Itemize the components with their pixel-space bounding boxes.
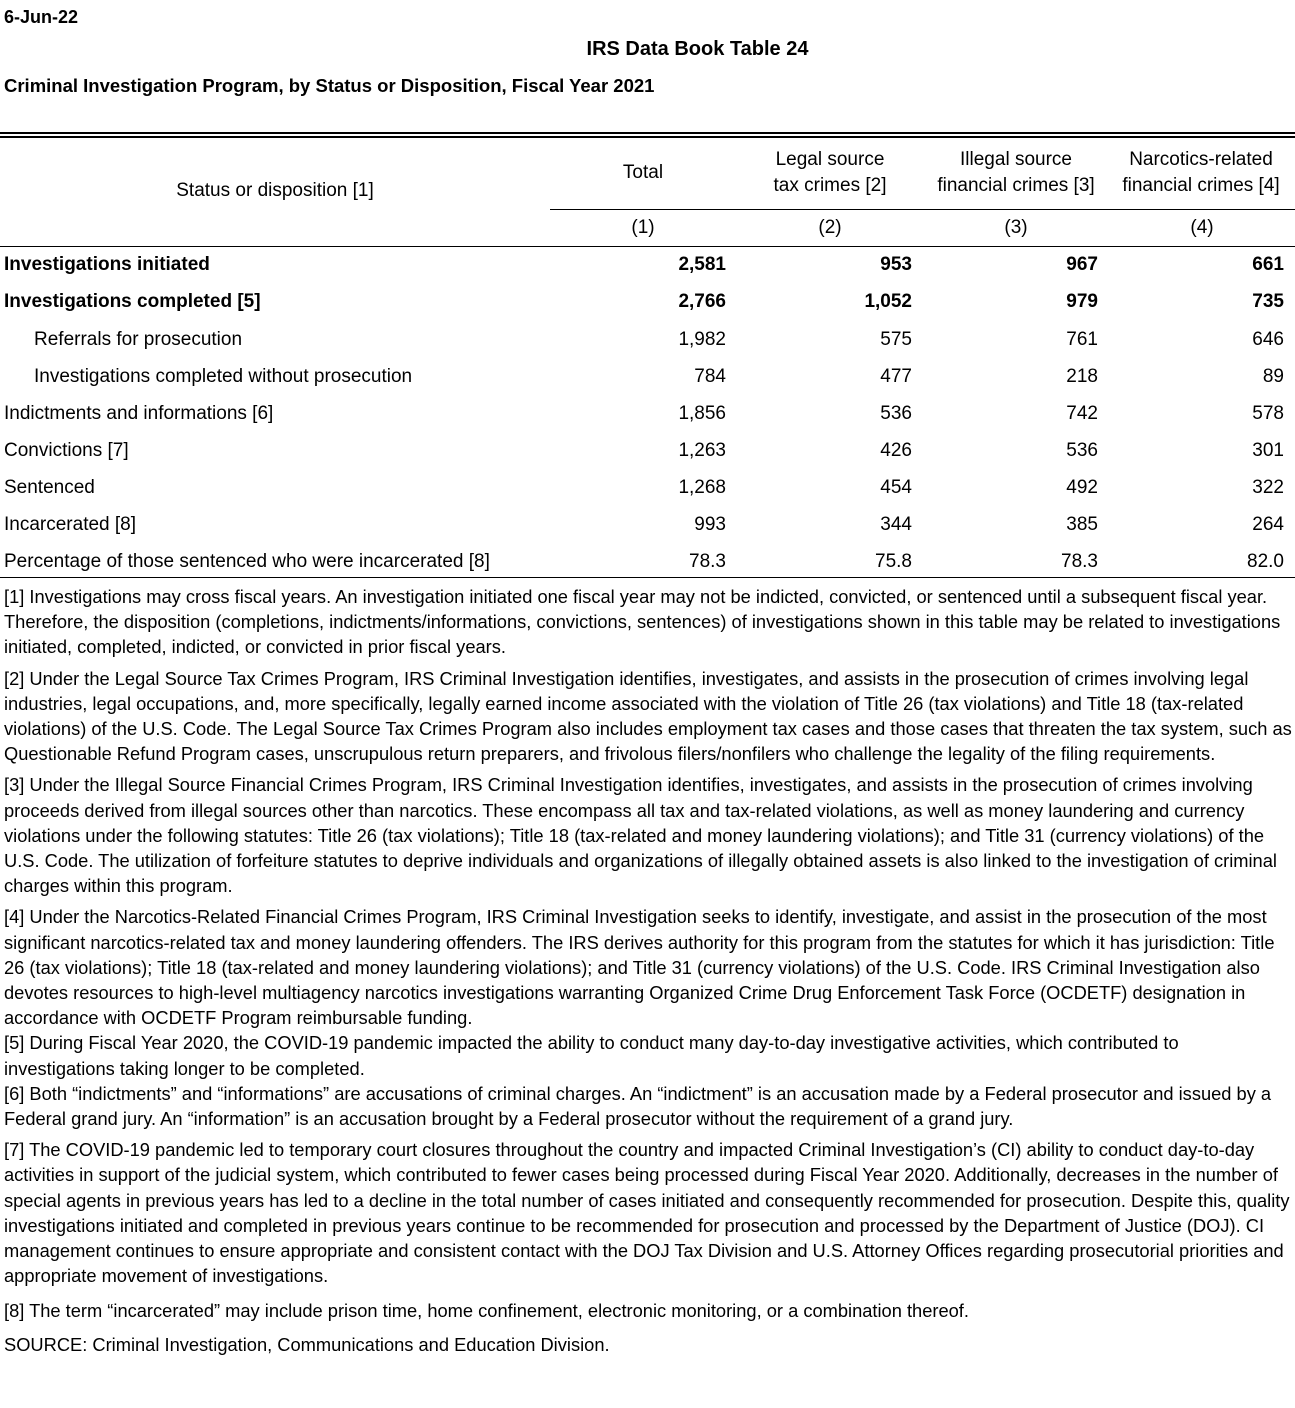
cell-narcotics-related: 646 bbox=[1252, 329, 1284, 350]
column-header-line2: financial crimes [4] bbox=[1122, 175, 1280, 196]
cell-total: 2,581 bbox=[678, 254, 726, 275]
table-row bbox=[0, 366, 1295, 403]
footnote-4: [4] Under the Narcotics-Related Financial Crimes Program, IRS Criminal Investigation seeks to identify, investigate, and assist in the prosecution of the most significant narcotics-related tax and money laundering offenders. The IRS derives authority for this program from the statutes for which it has jurisdiction: Title 26 (tax violations); Title 18 (tax-related and money laundering violations); and Title 31 (currency violations) of the U.S. Code. IRS Criminal Investigation also devotes resources to high-level multiagency narcotics investigations warranting Organized Crime Drug Enforcement Task Force (OCDETF) designation in accordance with OCDETF Program reimbursable funding. bbox=[4, 906, 1275, 1029]
cell-illegal-source: 536 bbox=[1066, 440, 1098, 461]
column-header-line1: Illegal source bbox=[960, 149, 1072, 170]
cell-narcotics-related: 735 bbox=[1252, 291, 1284, 312]
cell-illegal-source: 742 bbox=[1066, 403, 1098, 424]
footnote-7: [7] The COVID-19 pandemic led to temporary court closures throughout the country and impacted Criminal Investigation’s (CI) ability to conduct day-to-day activities in support of the judicial system, which contributed to fewer cases being processed during Fiscal Year 2020. Additionally, decreases in the number of special agents in previous years has led to a decline in the total number of cases initiated and consequently recommended for prosecution. Despite this, quality investigations initiated and completed in previous years continue to be recommended for prosecution and processed by the Department of Justice (DOJ). CI management continues to ensure appropriate and consistent contact with the DOJ Tax Division and U.S. Attorney Offices regarding prosecutorial priorities and appropriate movement of investigations. bbox=[4, 1139, 1290, 1287]
cell-legal-source: 575 bbox=[880, 329, 912, 350]
cell-legal-source: 953 bbox=[880, 254, 912, 275]
table-row bbox=[0, 551, 1295, 588]
cell-total: 78.3 bbox=[689, 551, 726, 572]
header-subrule bbox=[550, 209, 1295, 210]
footnotes bbox=[4, 584, 1292, 1363]
header-bottom-rule bbox=[0, 246, 1295, 247]
row-label: Indictments and informations [6] bbox=[4, 403, 274, 424]
footnote-3: [3] Under the Illegal Source Financial Crimes Program, IRS Criminal Investigation identifies, investigates, and assists in the prosecution of crimes involving proceeds derived from illegal sources other than narcotics. These encompass all tax and tax-related violations, as well as money laundering and currency violations under the following statutes: Title 26 (tax violations); Title 18 (tax-related and money laundering violations); and Title 31 (currency violations) of the U.S. Code. The utilization of forfeiture statutes to deprive individuals and organizations of illegally obtained assets is also linked to the investigation of criminal charges within this program. bbox=[4, 774, 1277, 897]
row-label: Incarcerated [8] bbox=[4, 514, 137, 535]
cell-total: 1,856 bbox=[678, 403, 726, 424]
table-row bbox=[0, 403, 1295, 440]
cell-total: 1,268 bbox=[678, 477, 726, 498]
column-header-line1: Total bbox=[622, 162, 664, 183]
column-number-4: (4) bbox=[1190, 217, 1214, 238]
cell-illegal-source: 761 bbox=[1066, 329, 1098, 350]
cell-legal-source: 344 bbox=[880, 514, 912, 535]
table-title: Criminal Investigation Program, by Status or Disposition, Fiscal Year 2021 bbox=[4, 75, 655, 96]
footnote-1: [1] Investigations may cross fiscal years. An investigation initiated one fiscal year may not be indicted, convicted, or sentenced until a subsequent fiscal year. Therefore, the disposition (completions, indictments/informations, convictions, sentences) of investigations shown in this table may be related to investigations initiated, completed, indicted, or convicted in prior fiscal years. bbox=[4, 586, 1281, 658]
cell-total: 1,263 bbox=[678, 440, 726, 461]
cell-illegal-source: 218 bbox=[1066, 366, 1098, 387]
cell-total: 784 bbox=[694, 366, 726, 387]
column-number-2: (2) bbox=[818, 217, 842, 238]
column-header-illegal-source bbox=[926, 147, 1106, 199]
stub-header: Status or disposition [1] bbox=[176, 180, 374, 201]
column-header-line1: Legal source bbox=[775, 149, 885, 170]
column-header-line2: financial crimes [3] bbox=[937, 175, 1095, 196]
row-label: Investigations initiated bbox=[4, 254, 210, 275]
table-row bbox=[0, 514, 1295, 551]
column-header-line1: Narcotics-related bbox=[1129, 149, 1273, 170]
source-note: SOURCE: Criminal Investigation, Communications and Education Division. bbox=[4, 1333, 610, 1355]
cell-narcotics-related: 264 bbox=[1252, 514, 1284, 535]
column-header-legal-source bbox=[745, 147, 915, 199]
cell-illegal-source: 385 bbox=[1066, 514, 1098, 535]
table-row bbox=[0, 440, 1295, 477]
column-header-line2: tax crimes [2] bbox=[773, 175, 887, 196]
footnote-6: [6] Both “indictments” and “informations” are accusations of criminal charges. An “indictment” is an accusation made by a Federal prosecutor and issued by a Federal grand jury. An “information” is an accusation brought by a Federal prosecutor without the requirement of a grand jury. bbox=[4, 1082, 1272, 1130]
cell-legal-source: 454 bbox=[880, 477, 912, 498]
row-label: Sentenced bbox=[4, 477, 95, 498]
row-label: Percentage of those sentenced who were incarcerated [8] bbox=[4, 551, 490, 572]
cell-narcotics-related: 89 bbox=[1262, 366, 1284, 387]
top-double-rule bbox=[0, 132, 1295, 138]
cell-total: 1,982 bbox=[678, 329, 726, 350]
footnote-5: [5] During Fiscal Year 2020, the COVID-19 pandemic impacted the ability to conduct many day-to-day investigative activities, which contributed to investigations taking longer to be completed. bbox=[4, 1032, 1179, 1079]
table-bottom-rule bbox=[0, 577, 1295, 578]
column-header-total bbox=[580, 160, 706, 186]
table-row bbox=[0, 291, 1295, 328]
table-row bbox=[0, 329, 1295, 366]
row-label: Convictions [7] bbox=[4, 440, 129, 461]
cell-legal-source: 1,052 bbox=[864, 291, 912, 312]
cell-total: 993 bbox=[694, 514, 726, 535]
cell-narcotics-related: 82.0 bbox=[1247, 551, 1284, 572]
cell-illegal-source: 979 bbox=[1066, 291, 1098, 312]
cell-legal-source: 75.8 bbox=[875, 551, 912, 572]
cell-narcotics-related: 578 bbox=[1252, 403, 1284, 424]
cell-illegal-source: 492 bbox=[1066, 477, 1098, 498]
table-row bbox=[0, 477, 1295, 514]
cell-total: 2,766 bbox=[678, 291, 726, 312]
cell-narcotics-related: 661 bbox=[1252, 254, 1284, 275]
cell-legal-source: 477 bbox=[880, 366, 912, 387]
report-date: 6-Jun-22 bbox=[4, 7, 79, 27]
cell-illegal-source: 78.3 bbox=[1061, 551, 1098, 572]
row-label: Investigations completed without prosecution bbox=[34, 366, 413, 387]
table-number: IRS Data Book Table 24 bbox=[586, 38, 809, 60]
cell-narcotics-related: 301 bbox=[1252, 440, 1284, 461]
cell-narcotics-related: 322 bbox=[1252, 477, 1284, 498]
footnote-2: [2] Under the Legal Source Tax Crimes Program, IRS Criminal Investigation identifies, investigates, and assists in the prosecution of crimes involving legal industries, legal occupations, and, more specifically, legally earned income associated with the violation of Title 26 (tax violations) and Title 18 (tax-related violations) of the U.S. Code. The Legal Source Tax Crimes Program also includes employment tax cases and those cases that threaten the tax system, such as Questionable Refund Program cases, unscrupulous return preparers, and frivolous filers/nonfilers who challenge the legality of the filing requirements. bbox=[4, 667, 1292, 765]
column-header-narcotics-related bbox=[1110, 147, 1292, 199]
column-number-1: (1) bbox=[631, 217, 655, 238]
column-number-3: (3) bbox=[1004, 217, 1028, 238]
cell-legal-source: 426 bbox=[880, 440, 912, 461]
cell-illegal-source: 967 bbox=[1066, 254, 1098, 275]
footnote-8: [8] The term “incarcerated” may include prison time, home confinement, electronic monitoring, or a combination thereof. bbox=[4, 1300, 969, 1322]
row-label: Referrals for prosecution bbox=[34, 329, 243, 350]
table-row bbox=[0, 254, 1295, 291]
cell-legal-source: 536 bbox=[880, 403, 912, 424]
row-label: Investigations completed [5] bbox=[4, 291, 261, 312]
